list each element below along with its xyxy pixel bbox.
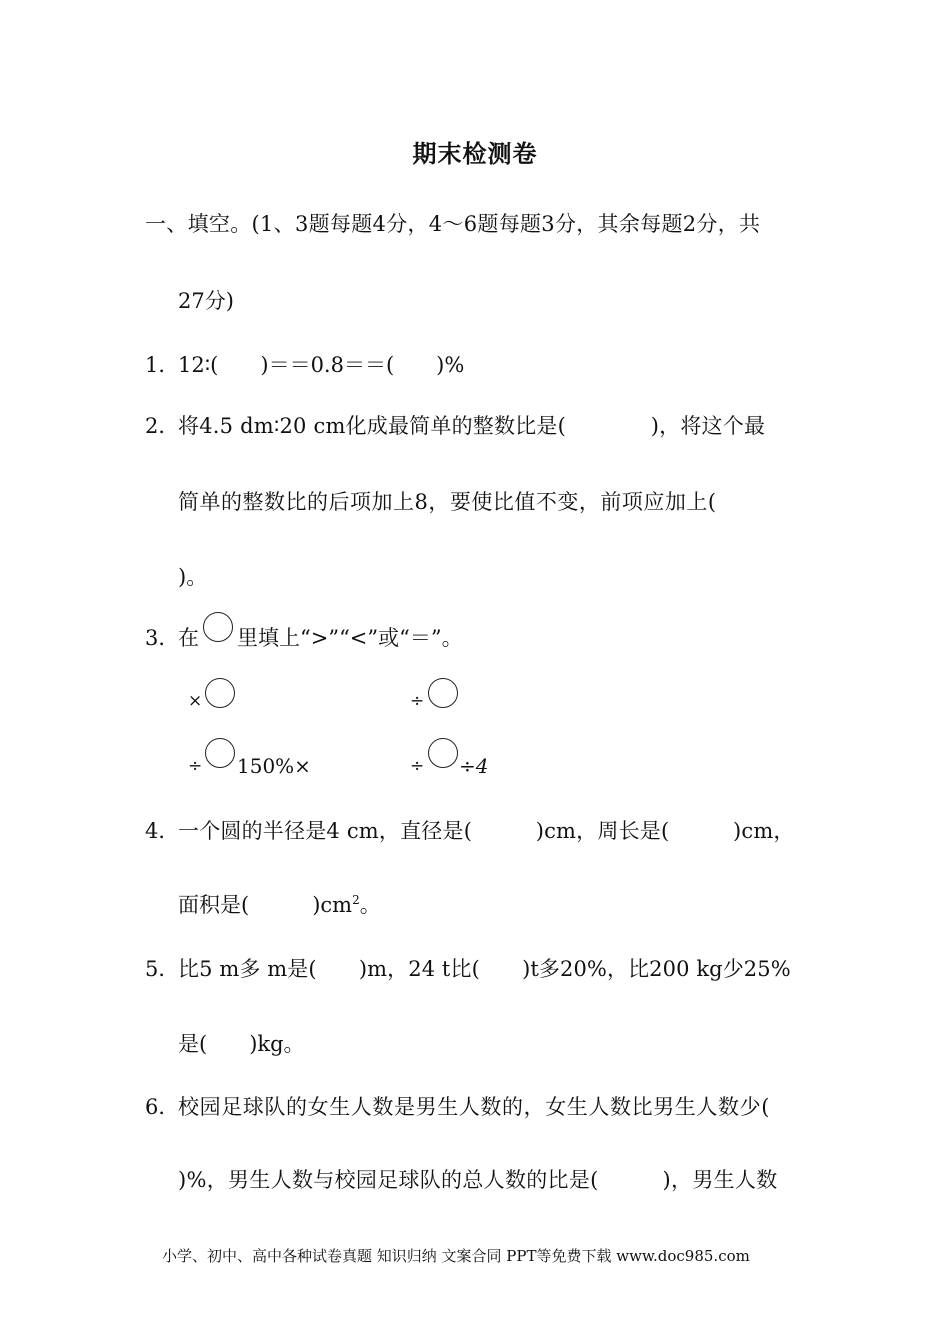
- footer-text: 小学、初中、高中各种试卷真题 知识归纳 文案合同 PPT等免费下载 www.doc985.com: [162, 1247, 750, 1265]
- answer-circle[interactable]: [205, 678, 235, 708]
- question-6-line1: 校园足球队的女生人数是男生人数的，女生人数比男生人数少(: [178, 1095, 770, 1119]
- expression-text: ÷4: [459, 754, 489, 778]
- question-2-line3: )。: [178, 565, 208, 589]
- question-3-intro-before: 在: [178, 626, 199, 650]
- question-number: 3．: [145, 626, 180, 650]
- divide-sign: ÷: [410, 691, 425, 711]
- divide-sign: ÷: [410, 756, 425, 776]
- section-heading-cont: 27分): [178, 289, 234, 313]
- question-number: 1．: [145, 353, 180, 377]
- answer-circle[interactable]: [205, 738, 235, 768]
- question-1-text: 12∶( )＝＝0.8＝＝( )%: [178, 353, 465, 377]
- question-number: 2．: [145, 414, 180, 438]
- question-4-line2: [178, 891, 381, 919]
- question-number: 5．: [145, 957, 180, 981]
- question-4-line2-end: 。: [359, 893, 381, 917]
- question-5-line1: 比5 m多 m是( )m，24 t比( )t多20%，比200 kg少25%: [178, 957, 791, 981]
- question-3-intro-after: 里填上“>”“<”或“＝”。: [237, 626, 463, 650]
- question-number: 4．: [145, 819, 180, 843]
- expression-text: 150%×: [237, 754, 311, 778]
- multiply-sign: ×: [188, 691, 203, 711]
- question-4-line1: 一个圆的半径是4 cm，直径是( )cm，周长是( )cm，: [178, 819, 795, 843]
- page-title: 期末检测卷: [412, 140, 538, 168]
- question-2-line1: 将4.5 dm∶20 cm化成最简单的整数比是( )，将这个最: [178, 414, 766, 438]
- question-4-line2-text: 面积是( )cm: [178, 893, 353, 917]
- question-2-line2: 简单的整数比的后项加上8，要使比值不变，前项应加上(: [178, 490, 717, 514]
- question-number: 6．: [145, 1095, 180, 1119]
- question-5-line2: 是( )kg。: [178, 1032, 305, 1056]
- compare-circle-icon: [203, 612, 233, 642]
- question-6-line2: )%，男生人数与校园足球队的总人数的比是( )，男生人数: [178, 1168, 778, 1192]
- answer-circle[interactable]: [428, 678, 458, 708]
- answer-circle[interactable]: [428, 738, 458, 768]
- superscript: 2: [352, 893, 360, 907]
- divide-sign: ÷: [188, 756, 203, 776]
- section-heading: 一、填空。(1、3题每题4分，4～6题每题3分，其余每题2分，共: [145, 212, 761, 236]
